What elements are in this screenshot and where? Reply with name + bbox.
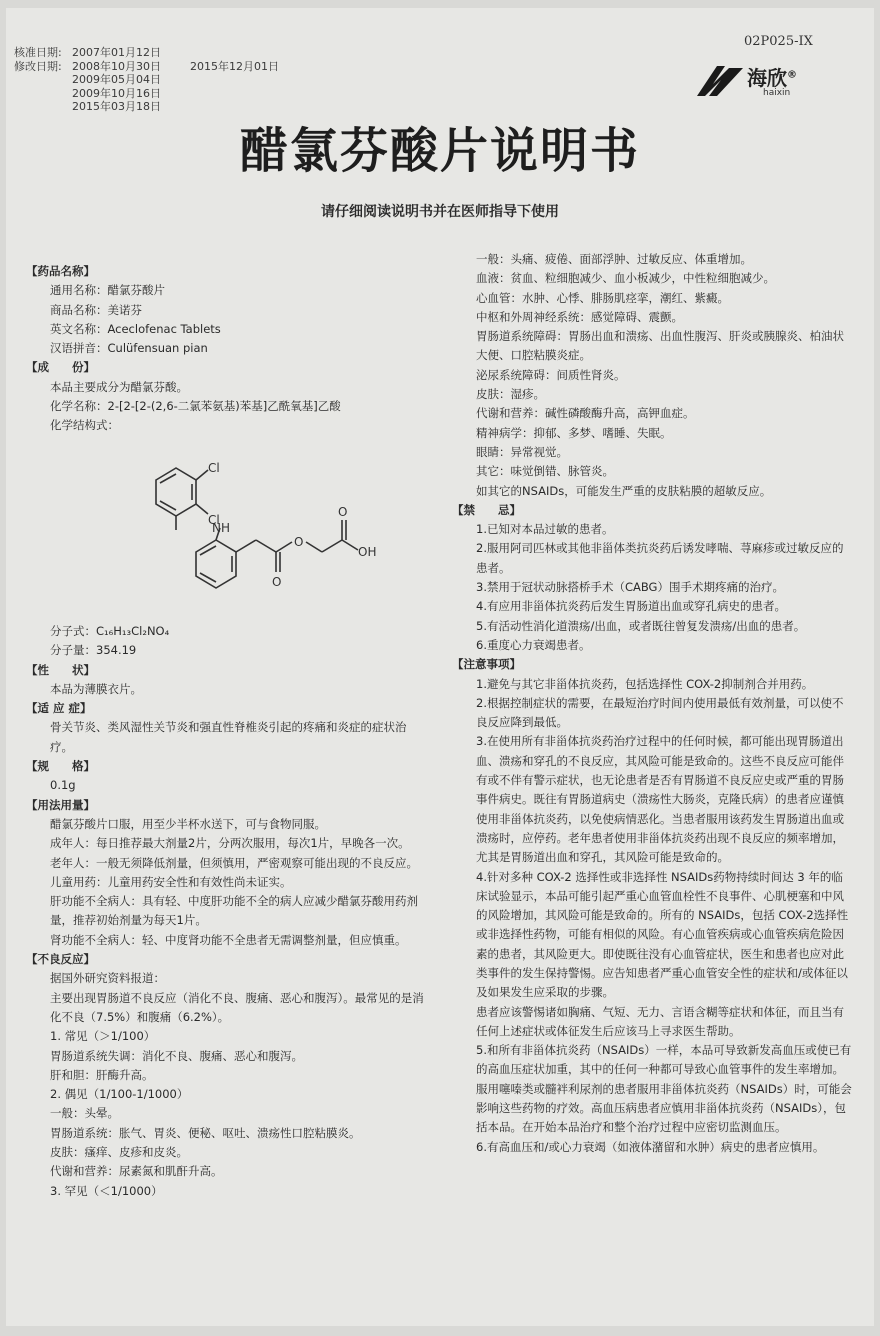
paragraph: 4.针对多种 COX-2 选择性或非选择性 NSAIDs药物持续时间达 3 年的临床试验显示，本品可能引起严重心血管血栓性不良事件、心肌梗塞和中风的风险增加，其风险可能是致命的。所有的 NSAIDs，包括 COX-2选择性或非选择性药物，可能有相似的风险。有心血管疾病或心血管疾病危险因素的患者，其风险更大。即使既往没有心血管症状，医生和患者也应对此类事件的发生保持警惕。应告知患者严重心血管安全性的症状和/或体征以及如果发生应采取的步骤。 — [476, 869, 849, 1000]
date-label — [14, 73, 72, 87]
paragraph: 代谢和营养：碱性磷酸酶升高，高钾血症。 — [476, 406, 695, 421]
date-row — [14, 46, 279, 60]
paragraph: 3.禁用于冠状动脉搭桥手术（CABG）围手术期疼痛的治疗。 — [476, 580, 784, 595]
paragraph: 6.有高血压和/或心力衰竭（如液体潴留和水肿）病史的患者应慎用。 — [476, 1139, 825, 1154]
paragraph: 3.在使用所有非甾体抗炎药治疗过程中的任何时候，都可能出现胃肠道出血、溃疡和穿孔的不良反应，其风险可能是致命的。这些不良反应可能伴有或不伴有警示症状，也无论患者是否有胃肠道不良反应史或严重的胃肠事件病史。既往有胃肠道病史（溃疡性大肠炎，克隆氏病）的患者应谨慎使用非甾体抗炎药，以免使病情恶化。当患者服用该药发生胃肠道出血或溃疡时，应停药。老年患者使用非甾体抗炎药出现不良反应的频率增加，尤其是胃肠道出血和穿孔，其风险可能是致命的。 — [476, 734, 844, 865]
date-row — [14, 60, 279, 74]
paragraph: 一般：头痛、疲倦、面部浮肿、过敏反应、体重增加。 — [476, 252, 752, 266]
date-value: 2009年05月04日 — [72, 73, 161, 86]
paragraph: 胃肠道系统：胀气、胃炎、便秘、呕吐、溃疡性口腔粘膜炎。 — [50, 1125, 361, 1140]
section-heading: 【性 状】 — [26, 662, 95, 677]
paragraph: 老年人：一般无须降低剂量，但须慎用，严密观察可能出现的不良反应。 — [50, 855, 418, 870]
atom-label: Cl — [208, 460, 220, 475]
paragraph: 本品为薄膜衣片。 — [50, 681, 142, 696]
paragraph: 如其它的NSAIDs，可能发生严重的皮肤粘膜的超敏反应。 — [476, 483, 772, 498]
paragraph: 儿童用药：儿童用药安全性和有效性尚未证实。 — [50, 874, 292, 889]
brand-mark-icon — [695, 62, 745, 100]
paragraph: 1.避免与其它非甾体抗炎药，包括选择性 COX-2抑制剂合并用药。 — [476, 676, 814, 691]
paragraph: 醋氯芬酸片口服，用至少半杯水送下，可与食物同服。 — [50, 816, 326, 831]
paragraph: 2.服用阿司匹林或其他非甾体类抗炎药后诱发哮喘、荨麻疹或过敏反应的患者。 — [476, 541, 844, 575]
paragraph: 血液：贫血、粒细胞减少、血小板减少，中性粒细胞减少。 — [476, 271, 775, 286]
paragraph: 代谢和营养：尿素氮和肌酐升高。 — [50, 1164, 223, 1179]
paragraph: 中枢和外周神经系统：感觉障碍、震颤。 — [476, 309, 683, 324]
paragraph: 2. 偶见（1/100-1/1000） — [50, 1087, 189, 1102]
paragraph: 心血管：水肿、心悸、腓肠肌痉挛，潮红、紫癜。 — [476, 290, 729, 305]
paragraph: 2.根据控制症状的需要，在最短治疗时间内使用最低有效剂量，可以使不良反应降到最低。 — [476, 695, 844, 730]
date-extra: 2015年12月01日 — [190, 59, 279, 73]
paragraph: 皮肤：瘙痒、皮疹和皮炎。 — [50, 1144, 188, 1159]
paragraph: 肝和胆：肝酶升高。 — [50, 1067, 154, 1082]
section-heading: 【适 应 症】 — [26, 701, 92, 716]
atom-label: O — [272, 574, 282, 589]
paragraph: 泌尿系统障碍：间质性肾炎。 — [476, 367, 626, 382]
section-heading: 【成 份】 — [26, 360, 95, 375]
paragraph: 化学结构式： — [50, 418, 119, 433]
paragraph: 骨关节炎、类风湿性关节炎和强直性脊椎炎引起的疼痛和炎症的症状治疗。 — [50, 720, 407, 754]
paragraph: 主要出现胃肠道不良反应（消化不良、腹痛、恶心和腹泻）。最常见的是消化不良（7.5%）和腹痛（6.2%）。 — [50, 990, 424, 1024]
section-heading: 【用法用量】 — [26, 797, 95, 812]
date-value: 2015年03月18日 — [72, 100, 161, 113]
section-heading: 【规 格】 — [26, 759, 95, 774]
page-title: 醋氯芬酸片说明书 — [239, 123, 640, 179]
paragraph: 5.和所有非甾体抗炎药（NSAIDs）一样，本品可导致新发高血压或使已有的高血压症状加重，其中的任何一种都可导致心血管事件的发生率增加。服用噻嗪类或髓袢利尿剂的患者服用非甾体抗炎药（NSAIDs）时，可能会影响这些药物的疗效。高血压病患者应慎用非甾体抗炎药（NSAIDs），包括本品。在开始本品治疗和整个治疗过程中应密切监测血压。 — [476, 1043, 852, 1135]
approval-dates — [14, 46, 279, 114]
section-heading: 【禁 忌】 — [452, 502, 521, 517]
paragraph: 商品名称：美诺芬 — [50, 302, 142, 317]
date-value: 2008年10月30日 — [72, 59, 161, 73]
paragraph: 汉语拼音：Culüfensuan pian — [50, 341, 208, 356]
paragraph: 5.有活动性消化道溃疡/出血，或者既往曾复发溃疡/出血的患者。 — [476, 618, 806, 633]
date-row — [14, 73, 279, 87]
paragraph: 精神病学：抑郁、多梦、嗜睡、失眠。 — [476, 425, 672, 440]
date-value: 2007年01月12日 — [72, 46, 161, 59]
date-label: 核准日期: — [14, 46, 62, 59]
paragraph: 皮肤：湿疹。 — [476, 387, 545, 402]
section-heading: 【注意事项】 — [452, 657, 521, 672]
paragraph: 一般：头晕。 — [50, 1106, 119, 1121]
atom-label: OH — [358, 544, 377, 559]
atom-label: O — [338, 504, 348, 519]
paragraph: 化学名称：2-[2-[2-(2,6-二氯苯氨基)苯基]乙酰氧基]乙酸 — [50, 399, 341, 414]
paragraph: 4.有应用非甾体抗炎药后发生胃肠道出血或穿孔病史的患者。 — [476, 599, 786, 614]
document-code: 02P025-IX — [744, 34, 813, 49]
date-value: 2009年10月16日 — [72, 86, 161, 100]
left-column — [26, 262, 426, 1201]
atom-label: NH — [212, 520, 230, 535]
paragraph: 分子量：354.19 — [50, 643, 137, 658]
brand-name-en: haixin — [763, 88, 791, 98]
section-heading: 【不良反应】 — [26, 952, 95, 967]
paragraph: 通用名称：醋氯芬酸片 — [50, 283, 165, 298]
paragraph: 1.已知对本品过敏的患者。 — [476, 522, 614, 537]
brand-name: 海欣® — [747, 66, 797, 90]
paragraph: 据国外研究资料报道： — [50, 971, 165, 986]
right-column — [452, 250, 852, 1157]
paragraph: 成年人：每日推荐最大剂量2片，分两次服用，每次1片，早晚各一次。 — [50, 836, 410, 851]
atom-label: Cl — [208, 512, 220, 527]
paragraph: 分子式：C₁₆H₁₃Cl₂NO₄ — [50, 623, 170, 638]
paragraph: 0.1g — [50, 778, 76, 793]
paragraph: 肾功能不全病人：轻、中度肾功能不全患者无需调整剂量，但应慎重。 — [50, 932, 407, 947]
date-row — [14, 87, 279, 101]
paragraph: 3. 罕见（＜1/1000） — [50, 1183, 163, 1198]
date-label — [14, 87, 72, 101]
paragraph: 肝功能不全病人：具有轻、中度肝功能不全的病人应减少醋氯芬酸用药剂量，推荐初始剂量为每天1片。 — [50, 894, 418, 928]
paragraph: 本品主要成分为醋氯芬酸。 — [50, 379, 188, 394]
paragraph: 胃肠道系统障碍：胃肠出血和溃疡、出血性腹泻、肝炎或胰腺炎、柏油状大便、口腔粘膜炎症。 — [476, 329, 844, 363]
date-label: 修改日期: — [14, 59, 62, 73]
brand-logo — [695, 60, 815, 102]
atom-label: O — [294, 534, 304, 549]
page-subtitle: 请仔细阅读说明书并在医师指导下使用 — [321, 204, 559, 220]
paragraph: 6.重度心力衰竭患者。 — [476, 637, 591, 652]
paragraph: 眼睛：异常视觉。 — [476, 444, 568, 459]
chemical-structure — [96, 442, 396, 612]
paragraph: 患者应该警惕诸如胸痛、气短、无力、言语含糊等症状和体征，而且当有任何上述症状或体征发生后应该马上寻求医生帮助。 — [476, 1004, 844, 1038]
paragraph: 胃肠道系统失调：消化不良、腹痛、恶心和腹泻。 — [50, 1048, 303, 1063]
paragraph: 1. 常见（＞1/100） — [50, 1029, 156, 1044]
paragraph: 其它：味觉倒错、脉管炎。 — [476, 464, 614, 479]
section-heading: 【药品名称】 — [26, 264, 95, 278]
paragraph: 英文名称：Aceclofenac Tablets — [50, 321, 221, 336]
